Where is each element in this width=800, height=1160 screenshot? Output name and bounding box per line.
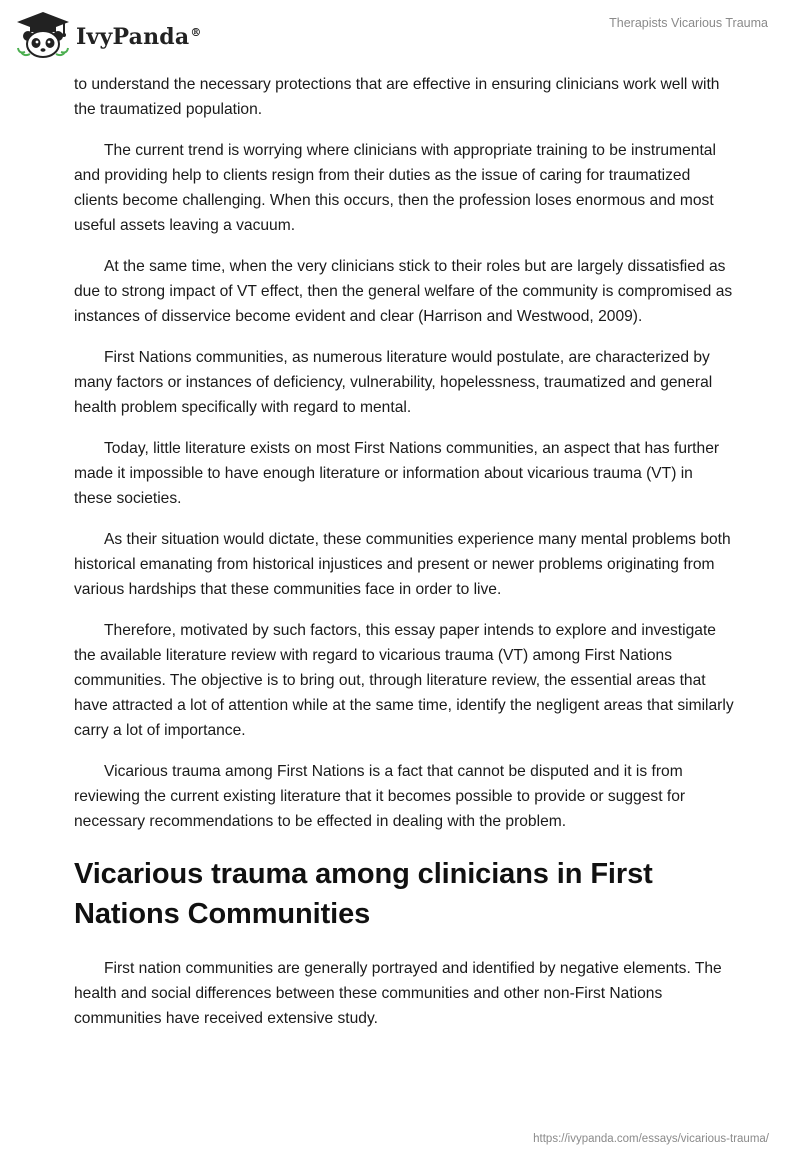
paragraph: The current trend is worrying where clinicians with appropriate training to be instrumental and providing help to clients resign from their duties as the issue of caring for traumatized clients become challenging. When this occurs, then the profession loses enormous and most useful assets leaving a vacuum. [74,142,716,234]
section-heading: Vicarious trauma among clinicians in First Nations Communities [74,858,653,930]
essay-content [74,72,734,1047]
paragraph: Vicarious trauma among First Nations is a fact that cannot be disputed and it is from reviewing the current existing literature that it becomes possible to provide or suggest for necessary recommendations to be effected in dealing with the problem. [74,763,686,830]
paragraph: At the same time, when the very clinicians stick to their roles but are largely dissatisfied as due to strong impact of VT effect, then the general welfare of the community is compromised as instances of disservice become evident and clear (Harrison and Westwood, 2009). [74,258,733,325]
paragraph: As their situation would dictate, these communities experience many mental problems both historical emanating from historical injustices and present or newer problems originating from various hardships that these communities face in order to live. [74,531,731,598]
document-title: Therapists Vicarious Trauma [609,16,768,30]
paragraph: Today, little literature exists on most First Nations communities, an aspect that has further made it impossible to have enough literature or information about vicarious trauma (VT) in these societies. [74,440,720,507]
page-header [0,0,800,70]
brand-name: IvyPanda® [76,24,202,50]
paragraph: Therefore, motivated by such factors, this essay paper intends to explore and investigate the available literature review with regard to vicarious trauma (VT) among First Nations communities. The objective is to bring out, through literature review, the essential areas that have attracted a lot of attention while at the same time, identify the negligent areas that similarly carry a lot of importance. [74,622,734,739]
logo[interactable] [14,10,202,60]
panda-graduate-icon [14,10,72,60]
source-url[interactable]: https://ivypanda.com/essays/vicarious-trauma/ [533,1133,769,1145]
paragraph: to understand the necessary protections that are effective in ensuring clinicians work well with the traumatized population. [74,76,720,118]
paragraph: First nation communities are generally portrayed and identified by negative elements. The health and social differences between these communities and other non-First Nations communities have received extensive study. [74,960,722,1027]
paragraph: First Nations communities, as numerous literature would postulate, are characterized by many factors or instances of deficiency, vulnerability, hopelessness, traumatized and general health problem specifically with regard to mental. [74,349,713,416]
